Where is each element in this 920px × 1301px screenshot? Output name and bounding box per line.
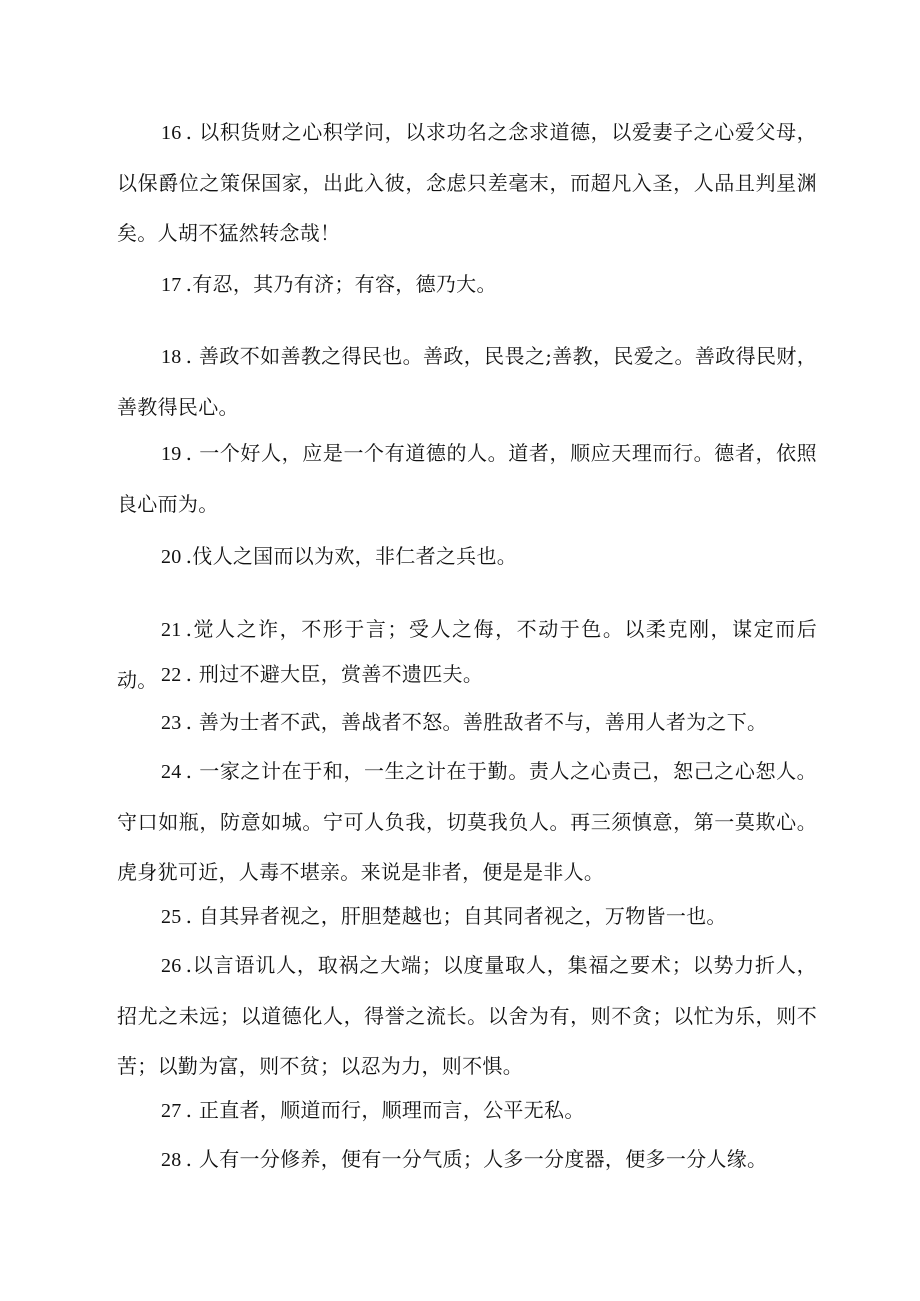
paragraph-16 — [117, 107, 817, 258]
paragraph-18 — [117, 331, 817, 432]
item-number: 21 — [161, 619, 182, 641]
paragraph-25 — [117, 891, 817, 942]
item-number: 22 — [161, 664, 182, 686]
item-text: . 善为士者不武，善战者不怒。善胜敌者不与，善用人者为之下。 — [185, 710, 768, 734]
item-text: . 善政不如善教之得民也。善政，民畏之;善教，民爱之。善政得民财，善教得民心。 — [117, 344, 817, 419]
item-number: 20 — [161, 546, 182, 568]
item-number: 26 — [161, 955, 182, 977]
item-text: . 一家之计在于和，一生之计在于勤。责人之心责己，恕己之心恕人。守口如瓶，防意如城。宁可人负我，切莫我负人。再三须慎意，第一莫欺心。虎身犹可近，人毒不堪亲。来说是非者，便是是非人。 — [117, 759, 817, 884]
item-text: .伐人之国而以为欢，非仁者之兵也。 — [185, 544, 518, 568]
item-text: . 正直者，顺道而行，顺理而言，公平无私。 — [185, 1098, 585, 1122]
paragraph-26 — [117, 940, 817, 1091]
item-number: 28 — [161, 1149, 182, 1171]
item-text: . 人有一分修养，便有一分气质；人多一分度器，便多一分人缘。 — [185, 1147, 768, 1171]
paragraph-22 — [117, 649, 817, 700]
paragraph-20 — [117, 531, 817, 582]
item-text: . 自其异者视之，肝胆楚越也；自其同者视之，万物皆一也。 — [185, 904, 727, 928]
item-number: 25 — [161, 906, 182, 928]
item-text: . 以积货财之心积学问，以求功名之念求道德，以爱妻子之心爱父母，以保爵位之策保国家，出此入彼，念虑只差毫末，而超凡入圣，人品且判星渊矣。人胡不猛然转念哉！ — [117, 120, 817, 245]
item-number: 23 — [161, 712, 182, 734]
paragraph-28 — [117, 1134, 817, 1185]
item-text: .觉人之诈，不形于言；受人之侮，不动于色。以柔克刚，谋定而后动。 — [117, 617, 817, 692]
item-number: 24 — [161, 761, 182, 783]
item-number: 17 — [161, 274, 182, 296]
paragraph-27 — [117, 1085, 817, 1136]
paragraph-17 — [117, 259, 817, 310]
item-number: 18 — [161, 346, 182, 368]
item-text: . 刑过不避大臣，赏善不遗匹夫。 — [185, 662, 484, 686]
paragraph-24 — [117, 746, 817, 897]
paragraph-23 — [117, 697, 817, 748]
item-number: 19 — [161, 443, 182, 465]
item-number: 16 — [161, 122, 182, 144]
item-text: .有忍，其乃有济；有容，德乃大。 — [185, 272, 497, 296]
item-text: .以言语讥人，取祸之大端；以度量取人，集福之要术；以势力折人，招尤之未远；以道德化人，得誉之流长。以舍为有，则不贪；以忙为乐，则不苦；以勤为富，则不贫；以忍为力，则不惧。 — [117, 953, 817, 1078]
item-text: . 一个好人，应是一个有道德的人。道者，顺应天理而行。德者，依照良心而为。 — [117, 441, 817, 516]
paragraph-19 — [117, 428, 817, 529]
item-number: 27 — [161, 1100, 182, 1122]
